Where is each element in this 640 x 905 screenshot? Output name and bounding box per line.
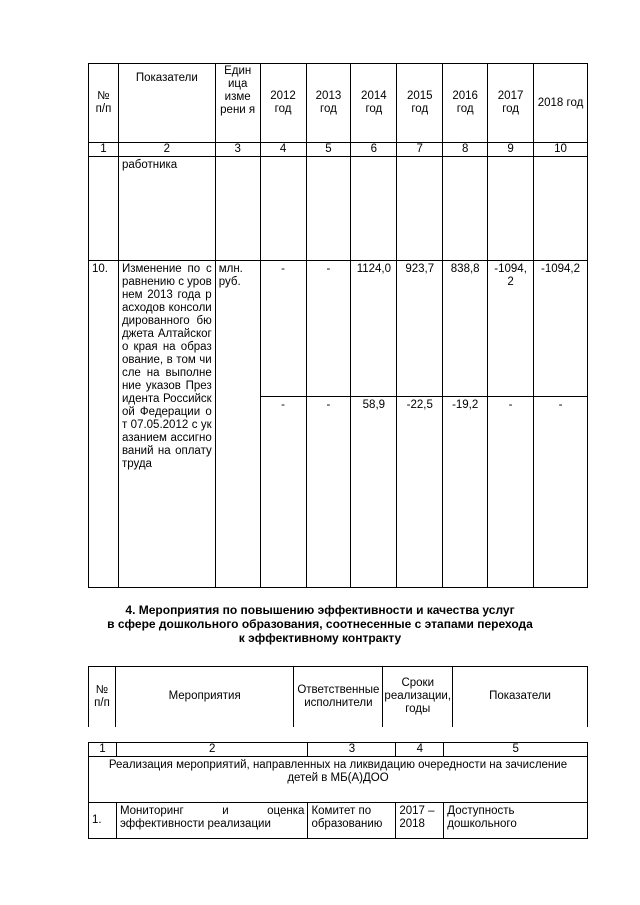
value-2014-b: 58,9 xyxy=(351,397,397,588)
col-num: 8 xyxy=(443,143,488,157)
section-title-line-3: к эффективному контракту xyxy=(238,631,402,645)
value-2017-a: -1094,2 xyxy=(488,261,534,397)
section-title-line-2: в сфере дошкольного образования, соотнесенные с этапами перехода xyxy=(107,617,533,631)
col-num: 10 xyxy=(534,143,588,157)
header-indicators: Показатели xyxy=(453,667,588,727)
header-2012: 2012 год xyxy=(260,64,306,143)
col-num: 6 xyxy=(351,143,397,157)
row-indicator: Доступность дошкольного xyxy=(444,803,588,839)
row-no: 1. xyxy=(89,803,117,839)
col-num: 1 xyxy=(89,143,119,157)
value-2013-b: - xyxy=(306,397,351,588)
value-2018-a: -1094,2 xyxy=(534,261,588,397)
header-no: № п/п xyxy=(89,667,116,727)
col-num: 9 xyxy=(488,143,534,157)
group-header-row xyxy=(89,757,588,803)
value-2015-b: -22,5 xyxy=(397,397,443,588)
header-2015: 2015 год xyxy=(397,64,443,143)
value-2014-a: 1124,0 xyxy=(351,261,397,397)
col-num: 3 xyxy=(308,743,396,757)
indicators-table xyxy=(88,63,588,588)
header-2014: 2014 год xyxy=(351,64,397,143)
value-2018-b: - xyxy=(534,397,588,588)
col-num: 3 xyxy=(215,143,260,157)
col-num: 7 xyxy=(397,143,443,157)
value-2012-a: - xyxy=(260,261,306,397)
row-no: 10. xyxy=(89,261,119,588)
group-title-line-1: Реализация мероприятий, направленных на ликвидацию очередности на зачисление xyxy=(108,759,568,771)
header-2017: 2017 год xyxy=(488,64,534,143)
column-number-row xyxy=(89,143,588,157)
row-activity: Мониторинг и оценка эффективности реализации xyxy=(116,803,308,839)
header-responsible: Ответственные исполнители xyxy=(294,667,383,727)
col-num: 2 xyxy=(116,743,308,757)
col-num: 5 xyxy=(306,143,351,157)
value-2016-b: -19,2 xyxy=(443,397,488,588)
value-2016-a: 838,8 xyxy=(443,261,488,397)
activities-header-table xyxy=(88,666,588,727)
col-num: 4 xyxy=(396,743,444,757)
col-num: 1 xyxy=(89,743,117,757)
header-2013: 2013 год xyxy=(306,64,351,143)
value-2015-a: 923,7 xyxy=(397,261,443,397)
value-2012-b: - xyxy=(260,397,306,588)
row-indicator-text: Изменение по сравнению с уровнем 2013 года расходов консолидированного бюджета Алтайского края на образование, в том числе на выполнение указов Президента Российской Федерации от 07.05.2012 с указанием ассигнований на оплату труда xyxy=(118,261,215,588)
header-row xyxy=(89,667,588,727)
header-no: № п/п xyxy=(89,64,119,143)
column-number-row xyxy=(89,743,588,757)
value-2013-a: - xyxy=(306,261,351,397)
continuation-row xyxy=(89,157,588,261)
row-unit: млн. руб. xyxy=(215,261,260,588)
col-num: 4 xyxy=(260,143,306,157)
row-responsible: Комитет по образованию xyxy=(308,803,396,839)
table-row xyxy=(89,803,588,839)
header-deadlines: Сроки реализации, годы xyxy=(383,667,453,727)
header-row xyxy=(89,64,588,143)
header-2016: 2016 год xyxy=(443,64,488,143)
group-title xyxy=(89,757,588,803)
col-num: 5 xyxy=(444,743,588,757)
value-2017-b: - xyxy=(488,397,534,588)
header-unit: Един ица изме рени я xyxy=(215,64,260,143)
header-indicators: Показатели xyxy=(118,64,215,143)
col-num: 2 xyxy=(118,143,215,157)
header-2018: 2018 год xyxy=(534,64,588,143)
continuation-text: работника xyxy=(118,157,215,261)
section-title-line-1: 4. Мероприятия по повышению эффективности и качества услуг xyxy=(125,603,515,617)
activities-table xyxy=(88,742,588,839)
group-title-line-2: детей в МБ(А)ДОО xyxy=(287,772,389,784)
table-row xyxy=(89,261,588,397)
header-activities: Мероприятия xyxy=(115,667,293,727)
row-deadline: 2017 – 2018 xyxy=(396,803,444,839)
